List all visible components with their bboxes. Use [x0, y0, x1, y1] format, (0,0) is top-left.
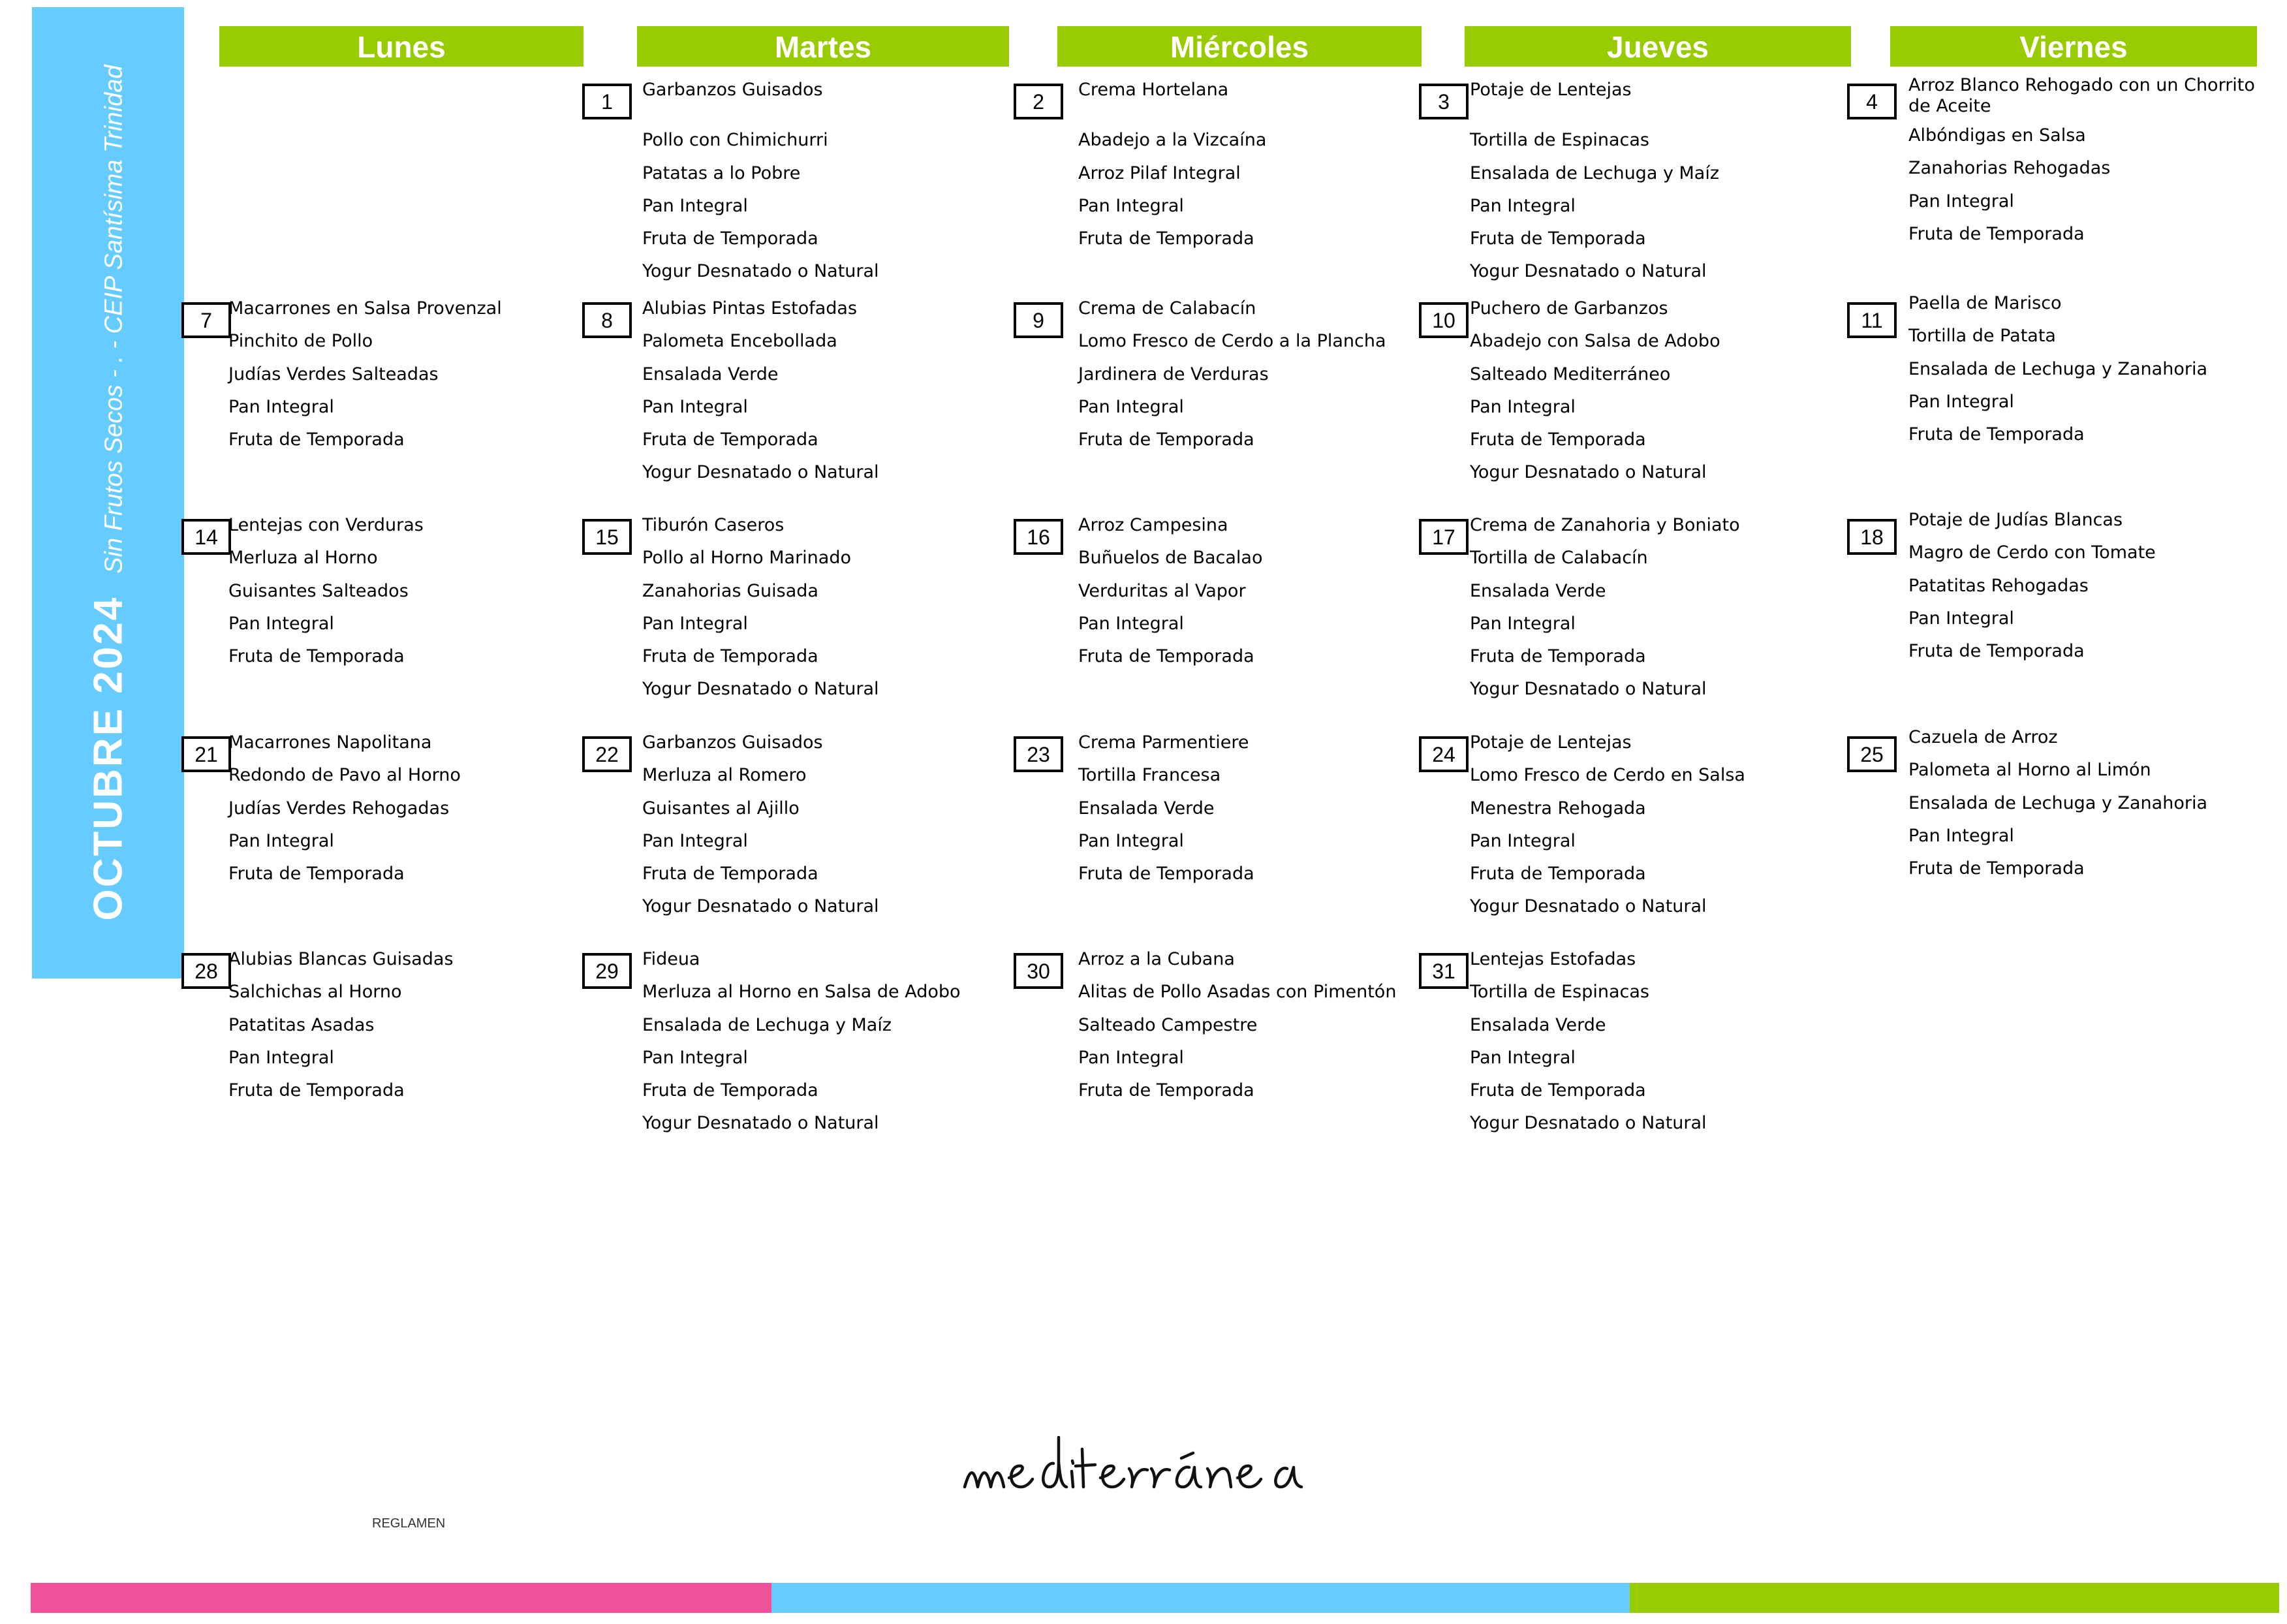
menu-item: Pollo con Chimichurri: [642, 130, 828, 151]
day-number-box: 24: [1419, 736, 1469, 772]
menu-item: Fruta de Temporada: [228, 1080, 405, 1101]
menu-item: Ensalada de Lechuga y Maíz: [1470, 163, 1720, 183]
footer-band-green: [1630, 1583, 2279, 1613]
menu-item: Lomo Fresco de Cerdo a la Plancha: [1078, 331, 1386, 352]
day-menu: [1470, 299, 1835, 496]
menu-item: Pan Integral: [1908, 825, 2014, 846]
menu-item: Pan Integral: [1078, 396, 1184, 417]
day-menu: [1078, 733, 1444, 897]
footnote: REGLAMEN: [372, 1516, 446, 1531]
logo-script-graphic: [961, 1436, 1365, 1508]
menu-item: Salchichas al Horno: [228, 982, 402, 1003]
day-menu: [228, 950, 594, 1114]
menu-item: Yogur Desnatado o Natural: [1470, 261, 1707, 282]
menu-item: Fruta de Temporada: [1908, 223, 2085, 244]
menu-item: Pan Integral: [228, 830, 334, 851]
menu-item: Crema Hortelana: [1078, 80, 1229, 100]
menu-item: Merluza al Romero: [642, 765, 807, 786]
day-menu: [1470, 80, 1835, 295]
menu-item: Arroz Campesina: [1078, 515, 1228, 535]
menu-item: Lomo Fresco de Cerdo en Salsa: [1470, 765, 1745, 786]
menu-item: Guisantes Salteados: [228, 580, 409, 601]
menu-item: Pan Integral: [1078, 613, 1184, 634]
menu-item: Fruta de Temporada: [642, 646, 818, 667]
day-menu: [1470, 733, 1835, 930]
menu-item: Albóndigas en Salsa: [1908, 125, 2086, 146]
menu-item: Judías Verdes Rehogadas: [228, 798, 450, 819]
menu-item: Fruta de Temporada: [1078, 429, 1254, 450]
menu-item: Fruta de Temporada: [1470, 1080, 1646, 1101]
menu-item: Pan Integral: [1078, 830, 1184, 851]
menu-item: Redondo de Pavo al Horno: [228, 765, 461, 786]
menu-subtitle: Sin Frutos Secos - . - CEIP Santísima Trinidad: [100, 65, 127, 574]
weekday-header-lunes: Lunes: [219, 26, 583, 67]
menu-item: Fruta de Temporada: [642, 864, 818, 884]
menu-item: Garbanzos Guisados: [642, 80, 823, 100]
mediterranea-logo: [961, 1436, 1365, 1510]
menu-item: Pan Integral: [1470, 1047, 1576, 1068]
menu-item: Tortilla Francesa: [1078, 765, 1221, 786]
menu-item: Crema de Zanahoria y Boniato: [1470, 515, 1740, 535]
day-menu: [642, 299, 1008, 496]
day-number-box: 15: [582, 519, 632, 555]
menu-item: Yogur Desnatado o Natural: [642, 896, 879, 917]
menu-item: Tortilla de Calabacín: [1470, 548, 1648, 569]
day-number-box: 8: [582, 302, 632, 338]
menu-item: Tortilla de Patata: [1908, 326, 2056, 347]
menu-item: Jardinera de Verduras: [1078, 364, 1269, 384]
menu-item: Fruta de Temporada: [642, 228, 818, 249]
menu-item: Abadejo a la Vizcaína: [1078, 130, 1267, 151]
menu-item: Potaje de Lentejas: [1470, 80, 1632, 100]
weekday-header-martes: Martes: [637, 26, 1009, 67]
menu-item: Pan Integral: [642, 830, 748, 851]
menu-item: Ensalada Verde: [1078, 798, 1215, 819]
day-number-box: 18: [1847, 519, 1897, 555]
menu-item: Pan Integral: [1908, 391, 2014, 412]
menu-item: Ensalada Verde: [1470, 1014, 1606, 1035]
day-menu: [1908, 75, 2274, 257]
menu-item: Pan Integral: [228, 613, 334, 634]
day-number-box: 31: [1419, 953, 1469, 989]
menu-item: Salteado Mediterráneo: [1470, 364, 1671, 384]
menu-item: Pan Integral: [1470, 830, 1576, 851]
menu-item: Yogur Desnatado o Natural: [1470, 679, 1707, 700]
day-number-box: 28: [181, 953, 231, 989]
menu-item: Fruta de Temporada: [228, 429, 405, 450]
day-number-box: 4: [1847, 84, 1897, 119]
menu-item: Pan Integral: [1078, 195, 1184, 216]
menu-item: Fruta de Temporada: [1908, 424, 2085, 445]
day-menu: [642, 80, 1008, 295]
day-number-box: 25: [1847, 736, 1897, 772]
day-number-box: 14: [181, 519, 231, 555]
sidebar-text: [85, 65, 131, 921]
menu-item: Pan Integral: [1470, 613, 1576, 634]
menu-item: Ensalada de Lechuga y Zanahoria: [1908, 792, 2207, 813]
menu-item: Crema de Calabacín: [1078, 298, 1256, 319]
menu-item: Pan Integral: [642, 1047, 748, 1068]
menu-item: Fruta de Temporada: [228, 646, 405, 667]
menu-item: Merluza al Horno: [228, 548, 378, 569]
menu-item: Fruta de Temporada: [1908, 641, 2085, 662]
day-number-box: 29: [582, 953, 632, 989]
menu-item: Alubias Pintas Estofadas: [642, 298, 858, 319]
day-number-box: 9: [1014, 302, 1063, 338]
day-menu: [228, 733, 594, 897]
day-menu: [228, 516, 594, 679]
menu-item: Pinchito de Pollo: [228, 331, 373, 352]
menu-item: Yogur Desnatado o Natural: [642, 679, 879, 700]
menu-item: Judías Verdes Salteadas: [228, 364, 439, 384]
day-menu: [1908, 510, 2274, 674]
day-number-box: 7: [181, 302, 231, 338]
day-number-box: 11: [1847, 302, 1897, 338]
menu-item: Pan Integral: [228, 396, 334, 417]
day-number-box: 16: [1014, 519, 1063, 555]
menu-item: Tiburón Caseros: [642, 515, 785, 535]
menu-item: Abadejo con Salsa de Adobo: [1470, 331, 1720, 352]
day-number-box: 1: [582, 84, 632, 119]
menu-item: Magro de Cerdo con Tomate: [1908, 542, 2156, 563]
menu-item: Ensalada de Lechuga y Zanahoria: [1908, 358, 2207, 379]
menu-item: Patatitas Rehogadas: [1908, 575, 2089, 596]
day-menu: [228, 299, 594, 463]
menu-item: Macarrones Napolitana: [228, 732, 432, 753]
menu-item: Fruta de Temporada: [1470, 646, 1646, 667]
menu-item: Pan Integral: [1470, 396, 1576, 417]
menu-item: Fruta de Temporada: [1078, 228, 1254, 249]
menu-item: Fruta de Temporada: [1470, 429, 1646, 450]
menu-item: Pan Integral: [1078, 1047, 1184, 1068]
footer-band-blue: [771, 1583, 1630, 1613]
menu-item: Lentejas Estofadas: [1470, 949, 1636, 969]
menu-item: Tortilla de Espinacas: [1470, 982, 1649, 1003]
menu-item: Potaje de Judías Blancas: [1908, 510, 2123, 530]
menu-item: Potaje de Lentejas: [1470, 732, 1632, 753]
day-menu: [642, 950, 1008, 1147]
menu-item: Arroz a la Cubana: [1078, 949, 1235, 969]
menu-item: Palometa Encebollada: [642, 331, 837, 352]
menu-item: Fruta de Temporada: [1470, 864, 1646, 884]
menu-item: Patatas a lo Pobre: [642, 163, 801, 183]
menu-item: Pan Integral: [1908, 191, 2014, 211]
day-menu: [1470, 516, 1835, 713]
menu-item: Fruta de Temporada: [1470, 228, 1646, 249]
menu-item: Fruta de Temporada: [1078, 864, 1254, 884]
menu-item: Yogur Desnatado o Natural: [642, 261, 879, 282]
day-menu: [642, 516, 1008, 713]
menu-item: Garbanzos Guisados: [642, 732, 823, 753]
day-menu: [1078, 950, 1444, 1114]
menu-item: Puchero de Garbanzos: [1470, 298, 1668, 319]
weekday-header-jueves: Jueves: [1465, 26, 1851, 67]
menu-item: Zanahorias Rehogadas: [1908, 158, 2111, 179]
footer-band-pink: [31, 1583, 771, 1613]
menu-item: Alubias Blancas Guisadas: [228, 949, 454, 969]
menu-item: Tortilla de Espinacas: [1470, 130, 1649, 151]
menu-item: Fruta de Temporada: [1078, 1080, 1254, 1101]
day-number-box: 3: [1419, 84, 1469, 119]
menu-item: Zanahorias Guisada: [642, 580, 818, 601]
menu-item: Cazuela de Arroz: [1908, 727, 2058, 747]
menu-item: Buñuelos de Bacalao: [1078, 548, 1263, 569]
day-menu: [1470, 950, 1835, 1147]
day-menu: [642, 733, 1008, 930]
weekday-header-miercoles: Miércoles: [1057, 26, 1422, 67]
menu-item: Pan Integral: [1908, 608, 2014, 629]
month-title: OCTUBRE 2024: [86, 595, 131, 921]
menu-item: Ensalada de Lechuga y Maíz: [642, 1014, 892, 1035]
menu-item: Alitas de Pollo Asadas con Pimentón: [1078, 982, 1397, 1003]
menu-item: Arroz Blanco Rehogado con un Chorrito de Aceite: [1908, 75, 2255, 116]
menu-item: Guisantes al Ajillo: [642, 798, 800, 819]
menu-item: Fideua: [642, 949, 700, 969]
menu-item: Yogur Desnatado o Natural: [642, 462, 879, 483]
menu-item: Ensalada Verde: [642, 364, 779, 384]
menu-item: Fruta de Temporada: [1908, 858, 2085, 879]
day-number-box: 2: [1014, 84, 1063, 119]
menu-item: Salteado Campestre: [1078, 1014, 1258, 1035]
menu-item: Ensalada Verde: [1470, 580, 1606, 601]
day-number-box: 21: [181, 736, 231, 772]
menu-item: Yogur Desnatado o Natural: [642, 1113, 879, 1134]
menu-item: Fruta de Temporada: [642, 429, 818, 450]
day-number-box: 17: [1419, 519, 1469, 555]
menu-item: Yogur Desnatado o Natural: [1470, 462, 1707, 483]
day-menu: [1078, 299, 1444, 463]
menu-item: Pan Integral: [1470, 195, 1576, 216]
day-menu: [1908, 728, 2274, 892]
day-number-box: 10: [1419, 302, 1469, 338]
menu-item: Menestra Rehogada: [1470, 798, 1646, 819]
menu-item: Fruta de Temporada: [642, 1080, 818, 1101]
menu-item: Pollo al Horno Marinado: [642, 548, 851, 569]
menu-item: Patatitas Asadas: [228, 1014, 375, 1035]
month-sidebar: [32, 7, 184, 978]
menu-item: Pan Integral: [642, 613, 748, 634]
menu-item: Lentejas con Verduras: [228, 515, 424, 535]
day-menu: [1078, 516, 1444, 679]
menu-item: Paella de Marisco: [1908, 293, 2062, 313]
menu-item: Macarrones en Salsa Provenzal: [228, 298, 502, 319]
menu-item: Arroz Pilaf Integral: [1078, 163, 1241, 183]
menu-item: Fruta de Temporada: [228, 864, 405, 884]
menu-item: Palometa al Horno al Limón: [1908, 760, 2151, 781]
menu-item: Pan Integral: [642, 396, 748, 417]
menu-item: Fruta de Temporada: [1078, 646, 1254, 667]
menu-item: Crema Parmentiere: [1078, 732, 1249, 753]
menu-item: Pan Integral: [642, 195, 748, 216]
menu-item: Merluza al Horno en Salsa de Adobo: [642, 982, 961, 1003]
weekday-header-viernes: Viernes: [1890, 26, 2257, 67]
day-menu: [1908, 294, 2274, 458]
day-number-box: 22: [582, 736, 632, 772]
day-number-box: 30: [1014, 953, 1063, 989]
menu-item: Yogur Desnatado o Natural: [1470, 896, 1707, 917]
menu-item: Pan Integral: [228, 1047, 334, 1068]
day-number-box: 23: [1014, 736, 1063, 772]
day-menu: [1078, 80, 1444, 262]
menu-item: Yogur Desnatado o Natural: [1470, 1113, 1707, 1134]
menu-item: Verduritas al Vapor: [1078, 580, 1246, 601]
